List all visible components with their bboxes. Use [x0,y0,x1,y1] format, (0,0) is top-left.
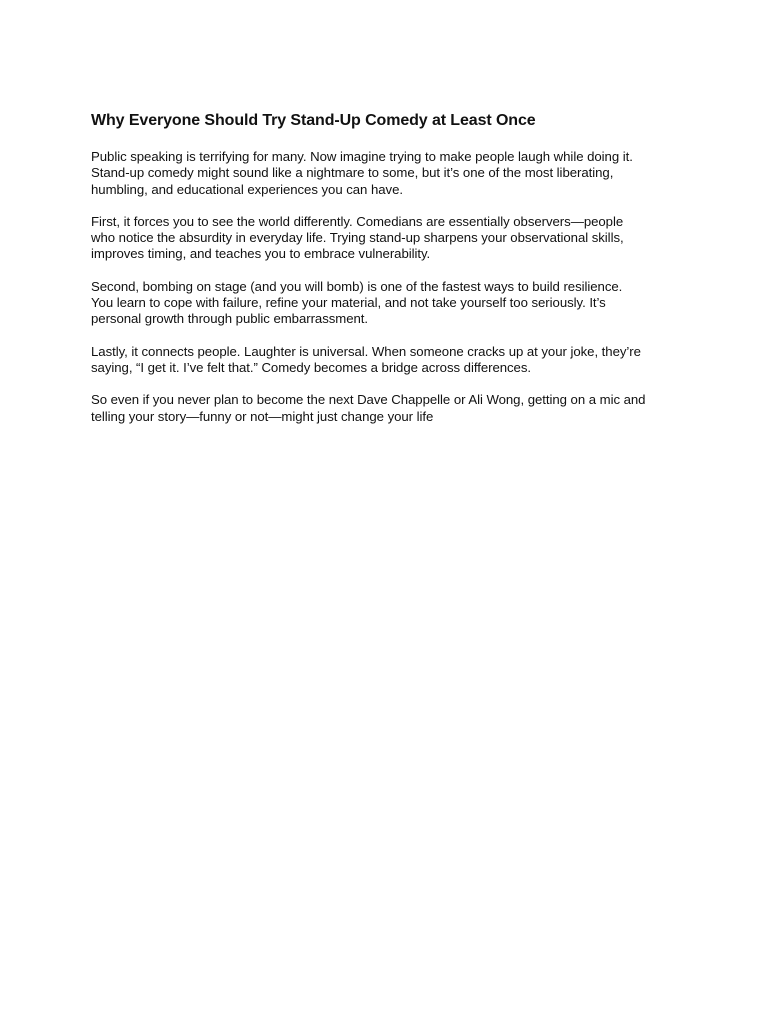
document-title: Why Everyone Should Try Stand-Up Comedy at Least Once [91,112,536,129]
paragraph-line: You learn to cope with failure, refine your material, and not take yourself too seriously. It’s [91,295,606,311]
paragraph-line: improves timing, and teaches you to embrace vulnerability. [91,246,431,262]
document-body [91,111,691,441]
paragraph-third-point [91,344,691,377]
paragraph-first-point [91,214,691,263]
paragraph-line: humbling, and educational experiences you can have. [91,181,403,197]
paragraph-line: Second, bombing on stage (and you will bomb) is one of the fastest ways to build resilience. [91,278,623,294]
paragraph-line: saying, “I get it. I’ve felt that.” Comedy becomes a bridge across differences. [91,359,531,375]
paragraph-second-point [91,279,691,328]
paragraph-conclusion [91,392,691,425]
paragraph-line: who notice the absurdity in everyday life. Trying stand-up sharpens your observational skills, [91,230,624,246]
paragraph-line: telling your story—funny or not—might just change your life [91,408,434,424]
paragraph-line: First, it forces you to see the world differently. Comedians are essentially observers—people [91,213,624,229]
paragraph-line: Stand-up comedy might sound like a nightmare to some, but it’s one of the most liberating, [91,165,614,181]
paragraph-line: So even if you never plan to become the next Dave Chappelle or Ali Wong, getting on a mic and [91,392,646,408]
paragraph-line: Lastly, it connects people. Laughter is universal. When someone cracks up at your joke, they’re [91,343,641,359]
paragraph-intro [91,149,691,198]
paragraph-line: Public speaking is terrifying for many. Now imagine trying to make people laugh while doing it. [91,149,633,164]
paragraph-line: personal growth through public embarrassment. [91,311,369,327]
